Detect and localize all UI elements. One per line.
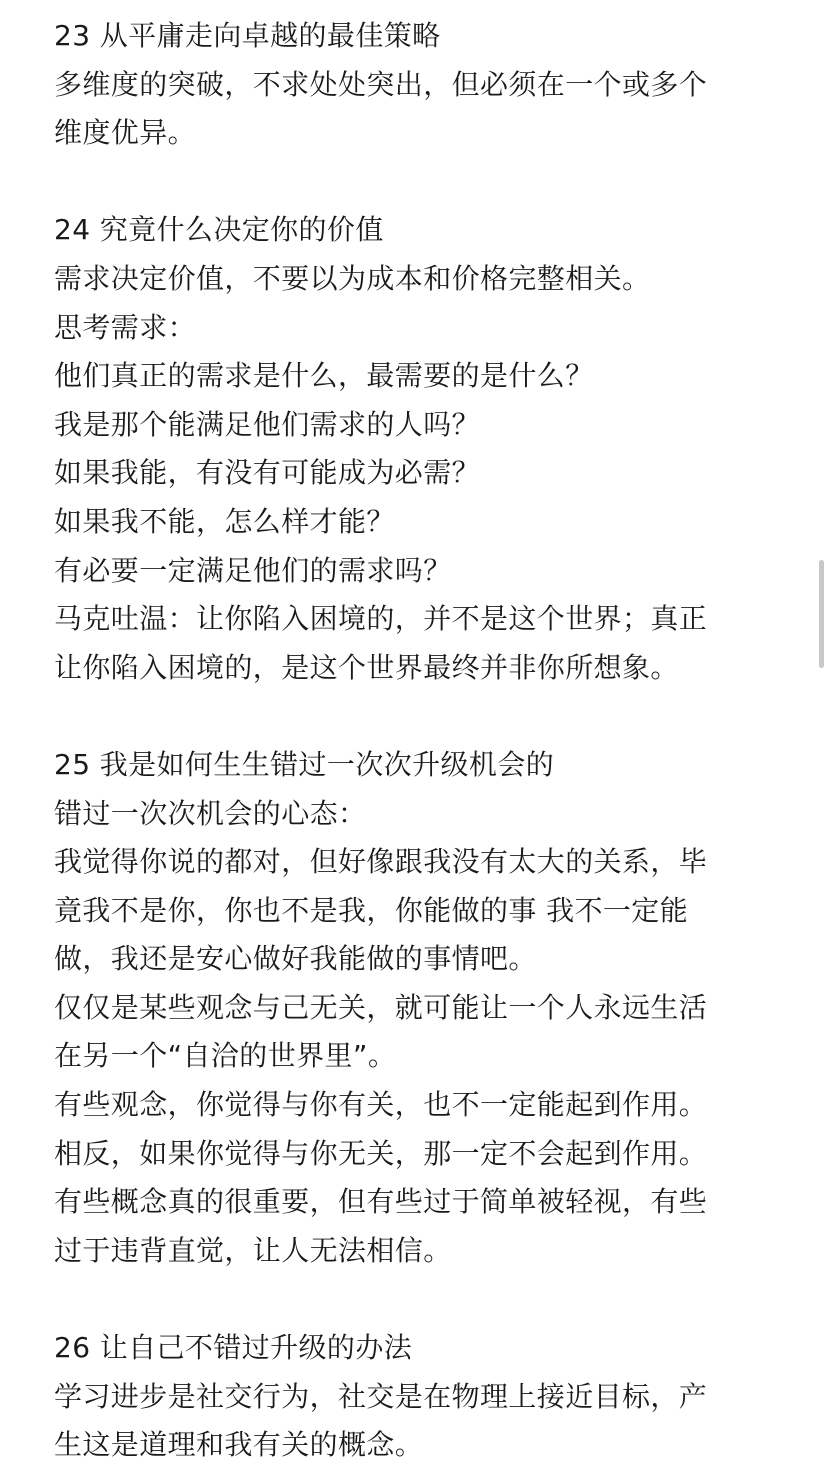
paragraph-gap	[54, 692, 774, 741]
section-25	[54, 741, 774, 1276]
text-line: 在另一个“自洽的世界里”。	[54, 1039, 397, 1073]
text-line: 做，我还是安心做好我能做的事情吧。	[54, 942, 537, 976]
section-heading: 23 从平庸走向卓越的最佳策略	[54, 19, 441, 52]
text-line: 相反，如果你觉得与你无关，那一定不会起到作用。	[54, 1136, 708, 1170]
text-line: 如果我能，有没有可能成为必需？	[54, 456, 481, 490]
paragraph-gap	[54, 1275, 774, 1324]
scrollbar-thumb[interactable]	[819, 560, 824, 668]
text-line: 过于违背直觉，让人无法相信。	[54, 1233, 452, 1267]
text-line: 错过一次次机会的心态：	[54, 796, 367, 830]
text-line: 多维度的突破，不求处处突出，但必须在一个或多个	[54, 67, 708, 101]
section-heading: 26 让自己不错过升级的办法	[54, 1331, 413, 1365]
paragraph-gap	[54, 158, 774, 207]
text-line: 维度优异。	[54, 116, 197, 150]
text-line: 他们真正的需求是什么，最需要的是什么？	[54, 359, 594, 393]
text-line: 竟我不是你，你也不是我，你能做的事 我不一定能	[54, 893, 689, 927]
text-line: 马克吐温：让你陷入困境的，并不是这个世界；真正	[54, 602, 708, 636]
section-26	[54, 1324, 774, 1470]
text-line: 让你陷入困境的，是这个世界最终并非你所想象。	[54, 650, 679, 684]
text-line: 有些观念，你觉得与你有关，也不一定能起到作用。	[54, 1088, 708, 1122]
text-line: 如果我不能，怎么样才能？	[54, 504, 395, 538]
note-body	[54, 12, 774, 1470]
text-line: 有些概念真的很重要，但有些过于简单被轻视，有些	[54, 1185, 708, 1219]
text-line: 生这是道理和我有关的概念。	[54, 1428, 424, 1462]
section-23	[54, 12, 774, 158]
text-line: 我是那个能满足他们需求的人吗？	[54, 407, 481, 441]
text-line: 学习进步是社交行为，社交是在物理上接近目标，产	[54, 1379, 708, 1413]
text-line: 仅仅是某些观念与己无关，就可能让一个人永远生活	[54, 990, 708, 1024]
section-24	[54, 206, 774, 692]
text-line: 我觉得你说的都对，但好像跟我没有太大的关系，毕	[54, 845, 708, 879]
section-heading: 24 究竟什么决定你的价值	[54, 213, 384, 247]
text-line: 有必要一定满足他们的需求吗？	[54, 553, 452, 587]
section-heading: 25 我是如何生生错过一次次升级机会的	[54, 747, 555, 781]
text-line: 需求决定价值，不要以为成本和价格完整相关。	[54, 261, 651, 295]
text-line: 思考需求：	[54, 310, 197, 344]
